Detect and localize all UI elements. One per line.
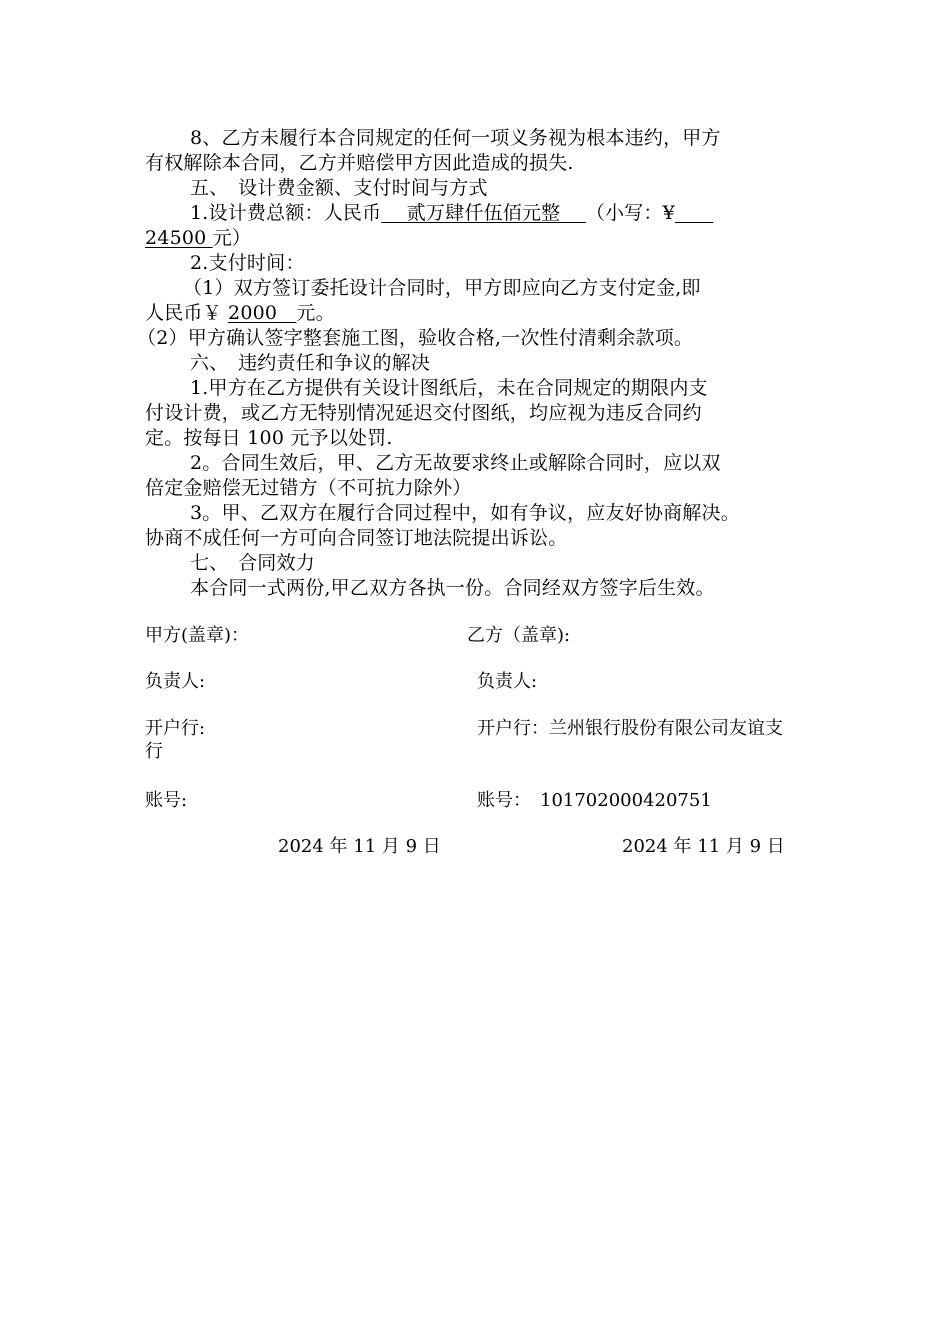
clause8-line1: 8、乙方未履行本合同规定的任何一项义务视为根本违约，甲方 [190,127,721,149]
design-fee-mid: （小写：¥ [585,202,675,224]
section6-item2-line2: 倍定金赔偿无过错方（不可抗力除外） [145,477,472,499]
party-a-account-label: 账号: [145,790,188,811]
section7-heading: 七、 合同效力 [190,552,315,574]
section6-item1-line3: 定。按每日 100 元予以处罚. [145,427,393,449]
deposit-amount: 2000 [228,302,297,324]
party-b-person-label: 负责人: [477,671,538,692]
section6-item2-line1: 2。合同生效后，甲、乙方无故要求终止或解除合同时，应以双 [190,452,721,474]
section6-item1-line1: 1.甲方在乙方提供有关设计图纸后，未在合同规定的期限内支 [190,377,708,399]
deposit-suffix: 元。 [296,302,335,324]
section6-item1-line2: 付设计费，或乙方无特别情况延迟交付图纸，均应视为违反合同约 [145,402,702,424]
party-b-account: 账号： 101702000420751 [477,790,712,811]
party-b-bank-line1: 开户行：兰州银行股份有限公司友谊支 [477,718,783,739]
section7-text: 本合同一式两份,甲乙双方各执一份。合同经双方签字后生效。 [190,577,715,599]
payment-item1-line1: （1）双方签订委托设计合同时，甲方即应向乙方支付定金,即 [183,277,701,299]
section5-heading: 五、 设计费金额、支付时间与方式 [190,177,488,199]
design-fee-total-cont [145,226,251,250]
deposit-amount-line [145,301,335,325]
design-fee-prefix: 1.设计费总额：人民币 [190,202,382,224]
payment-time-label: 2.支付时间： [190,252,305,274]
party-a-seal-label: 甲方(盖章)： [145,625,250,646]
design-fee-blank [675,202,713,224]
section6-item3-line2: 协商不成任何一方可向合同签订地法院提出诉讼。 [145,527,568,549]
party-b-bank-line2: 行 [145,741,163,762]
party-b-date: 2024 年 11 月 9 日 [622,836,785,857]
design-fee-suffix: 元） [212,227,252,249]
section6-item3-line1: 3。甲、乙双方在履行合同过程中，如有争议，应友好协商解决。 [190,502,740,524]
party-a-date: 2024 年 11 月 9 日 [278,836,441,857]
party-b-seal-label: 乙方（盖章): [467,625,571,646]
party-a-person-label: 负责人: [145,671,206,692]
section6-heading: 六、 违约责任和争议的解决 [190,352,431,374]
clause8-line2: 有权解除本合同，乙方并赔偿甲方因此造成的损失. [145,152,574,174]
design-fee-amount-words: 贰万肆仟伍佰元整 [381,202,586,224]
deposit-prefix: 人民币￥ [145,302,229,324]
design-fee-amount-number: 24500 [145,227,213,249]
design-fee-total [190,201,713,225]
party-a-bank-label: 开户行: [145,718,206,739]
payment-item2: （2）甲方确认签字整套施工图，验收合格,一次性付清剩余款项。 [137,327,694,349]
